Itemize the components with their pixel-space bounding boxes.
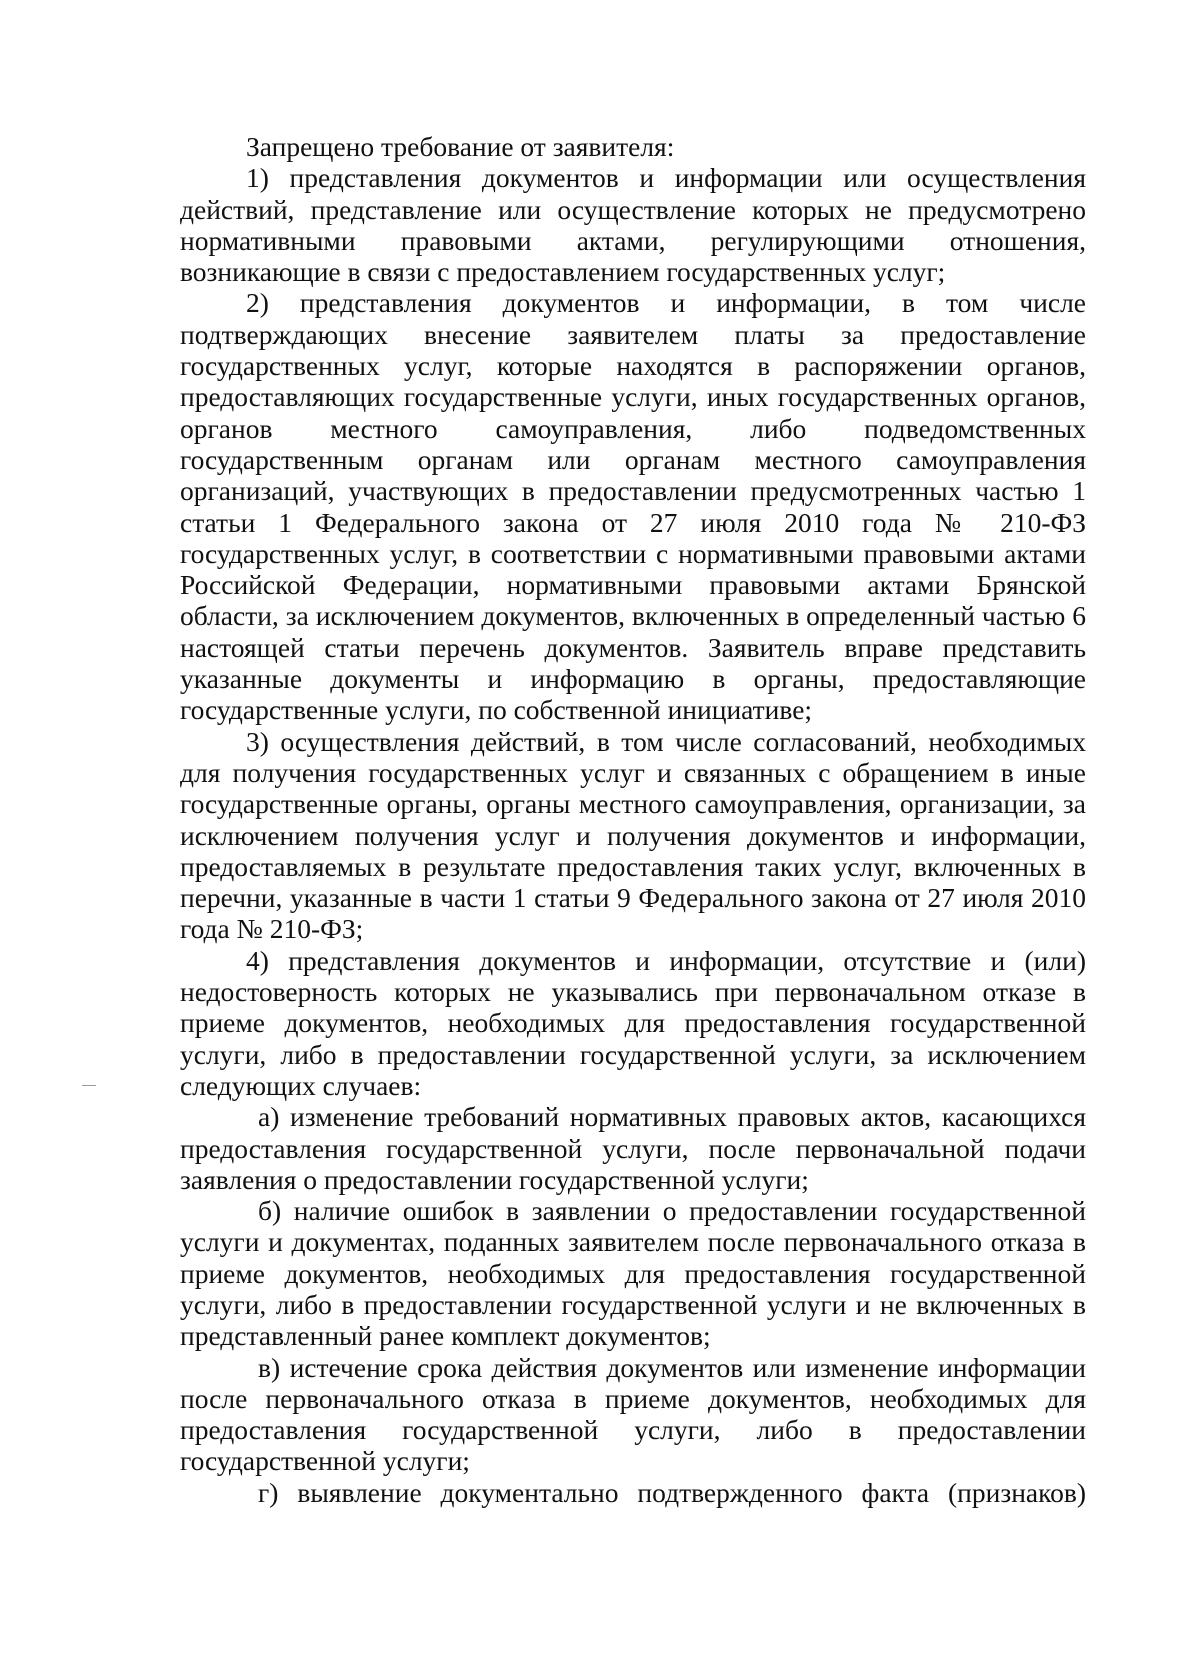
- paragraph-intro: Запрещено требование от заявителя:: [246, 131, 675, 162]
- paragraph-item-2: 2) представления документов и информации, в том числе подтверждающих внесение заявителем платы за предоставление государственных услуг, которые находятся в распоряжении органов, предоставляющих государственные услуги, иных государственных органов, органов местного самоуправления, либо подведомственных государственным органам или органам местного самоуправления организаций, участвующих в предоставлении предусмотренных частью 1 статьи 1 Федерального закона от 27 июля 2010 года № 210-ФЗ государственных услуг, в соответствии с нормативными правовыми актами Российской Федерации, нормативными правовыми актами Брянской области, за исключением документов, включенных в определенный частью 6 настоящей статьи перечень документов. Заявитель вправе представить указанные документы и информацию в органы, предоставляющие государственные услуги, по собственной инициативе;: [180, 287, 1086, 726]
- paragraph-subitem-g: г) выявление документально подтвержденного факта (признаков): [258, 1476, 1086, 1508]
- paragraph-subitem-a: а) изменение требований нормативных правовых актов, касающихся предоставления государственной услуги, после первоначальной подачи заявления о предоставлении государственной услуги;: [180, 1101, 1086, 1195]
- paragraph-item-3: 3) осуществления действий, в том числе согласований, необходимых для получения государственных услуг и связанных с обращением в иные государственные органы, органы местного самоуправления, организации, за исключением получения услуг и получения документов и информации, предоставляемых в результате предоставления таких услуг, включенных в перечни, указанные в части 1 статьи 9 Федерального закона от 27 июля 2010 года № 210-ФЗ;: [180, 725, 1086, 945]
- paragraph-item-4: 4) представления документов и информации, отсутствие и (или) недостоверность которых не указывались при первоначальном отказе в приеме документов, необходимых для предоставления государственной услуги, либо в предоставлении государственной услуги, за исключением следующих случаев:: [180, 944, 1086, 1101]
- paragraph-subitem-v: в) истечение срока действия документов или изменение информации после первоначального отказа в приеме документов, необходимых для предоставления государственной услуги, либо в предоставлении государственной услуги;: [180, 1351, 1086, 1477]
- scan-artifact-mark: [82, 1085, 96, 1086]
- document-body: [180, 131, 1086, 1508]
- paragraph-subitem-b: б) наличие ошибок в заявлении о предоставлении государственной услуги и документах, поданных заявителем после первоначального отказа в приеме документов, необходимых для предоставления государственной услуги, либо в предоставлении государственной услуги и не включенных в представленный ранее комплект документов;: [180, 1195, 1086, 1352]
- paragraph-item-1: 1) представления документов и информации или осуществления действий, представление или осуществление которых не предусмотрено нормативными правовыми актами, регулирующими отношения, возникающие в связи с предоставлением государственных услуг;: [180, 162, 1086, 288]
